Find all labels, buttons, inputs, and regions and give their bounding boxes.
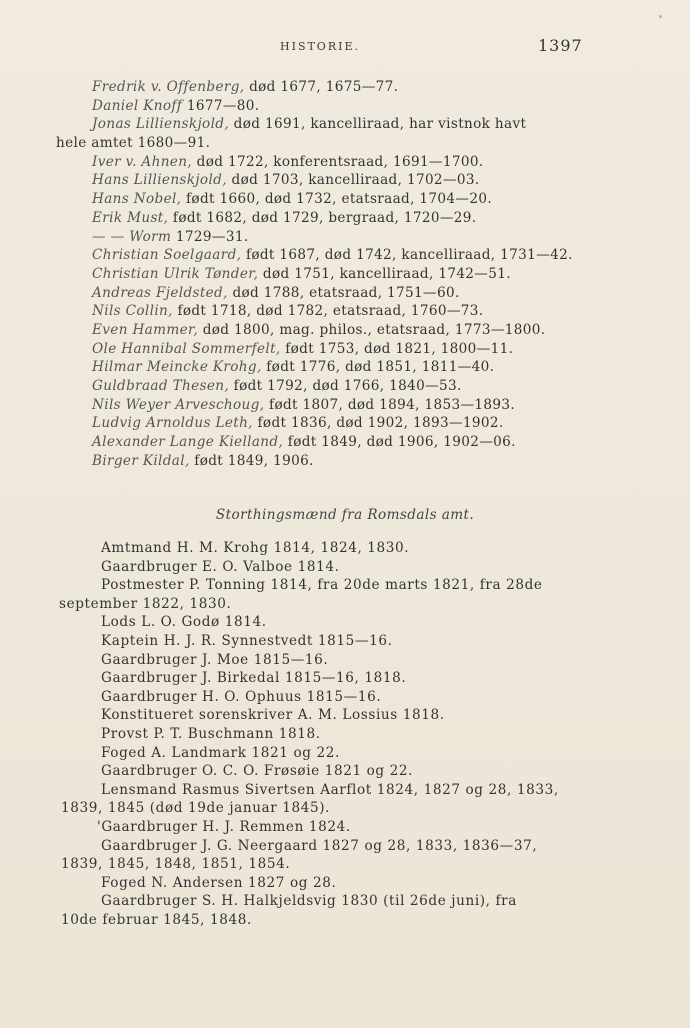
list-item: Hans Lillienskjold, død 1703, kancelliraad, 1702—03. bbox=[92, 172, 480, 189]
list-item: Iver v. Ahnen, død 1722, konferentsraad, 1691—1700. bbox=[92, 153, 484, 170]
list-item: Christian Soelgaard, født 1687, død 1742, kancelliraad, 1731—42. bbox=[92, 247, 573, 264]
list-item: Gaardbruger J. Birkedal 1815—16, 1818. bbox=[101, 670, 407, 687]
list-item: Fredrik v. Offenberg, død 1677, 1675—77. bbox=[92, 79, 399, 95]
list-item: Amtmand H. M. Krohg 1814, 1824, 1830. bbox=[101, 540, 410, 556]
section-heading: Storthingsmænd fra Romsdals amt. bbox=[215, 507, 475, 523]
list-item: Lensmand Rasmus Sivertsen Aarflot 1824, 1827 og 28, 1833, bbox=[101, 781, 559, 798]
list-item: Konstitueret sorenskriver A. M. Lossius 1818. bbox=[101, 707, 445, 724]
list-item: Gaardbruger H. O. Ophuus 1815—16. bbox=[101, 688, 382, 705]
list-item: Gaardbruger S. H. Halkjeldsvig 1830 (til 26de juni), fra bbox=[101, 893, 517, 910]
list-item: 'Gaardbruger H. J. Remmen 1824. bbox=[97, 818, 351, 835]
list-item-continuation: 1839, 1845 (død 19de januar 1845). bbox=[61, 800, 331, 817]
storthing-members-list bbox=[0, 539, 690, 929]
list-item: Guldbraad Thesen, født 1792, død 1766, 1840—53. bbox=[92, 378, 462, 394]
list-item: Hilmar Meincke Krohg, født 1776, død 1851, 1811—40. bbox=[92, 359, 495, 376]
list-item: Foged N. Andersen 1827 og 28. bbox=[101, 874, 337, 891]
list-item-continuation: hele amtet 1680—91. bbox=[56, 135, 211, 152]
list-item: Birger Kildal, født 1849, 1906. bbox=[92, 452, 314, 469]
list-item: Even Hammer, død 1800, mag. philos., etatsraad, 1773—1800. bbox=[92, 321, 546, 338]
running-title: HISTORIE. bbox=[280, 40, 360, 53]
paper-speck bbox=[659, 15, 662, 18]
list-item: Postmester P. Tonning 1814, fra 20de marts 1821, fra 28de bbox=[101, 577, 543, 594]
list-item: Daniel Knoff 1677—80. bbox=[92, 97, 260, 114]
list-item: Ole Hannibal Sommerfelt, født 1753, død 1821, 1800—11. bbox=[92, 340, 514, 357]
page-number: 1397 bbox=[538, 36, 583, 55]
list-item: — — Worm 1729—31. bbox=[92, 228, 249, 245]
list-item: Provst P. T. Buschmann 1818. bbox=[101, 725, 321, 742]
list-item: Gaardbruger E. O. Valboe 1814. bbox=[101, 558, 340, 575]
list-item: Gaardbruger O. C. O. Frøsøie 1821 og 22. bbox=[101, 763, 414, 780]
running-head bbox=[0, 36, 690, 56]
list-item: Nils Weyer Arveschoug, født 1807, død 1894, 1853—1893. bbox=[92, 396, 516, 413]
list-item: Hans Nobel, født 1660, død 1732, etatsraad, 1704—20. bbox=[92, 191, 493, 208]
list-item: Andreas Fjeldsted, død 1788, etatsraad, 1751—60. bbox=[92, 284, 460, 301]
list-item: Jonas Lillienskjold, død 1691, kancelliraad, har vistnok havt bbox=[92, 116, 527, 133]
list-item: Foged A. Landmark 1821 og 22. bbox=[101, 744, 340, 761]
list-item: Nils Collin, født 1718, død 1782, etatsraad, 1760—73. bbox=[92, 303, 484, 320]
list-item: Alexander Lange Kielland, født 1849, død 1906, 1902—06. bbox=[92, 434, 516, 451]
list-item: Kaptein H. J. R. Synnestvedt 1815—16. bbox=[101, 632, 393, 649]
list-item: Erik Must, født 1682, død 1729, bergraad, 1720—29. bbox=[92, 209, 477, 226]
list-item: Ludvig Arnoldus Leth, født 1836, død 1902, 1893—1902. bbox=[92, 415, 504, 432]
list-item-continuation: september 1822, 1830. bbox=[59, 595, 232, 612]
list-item-continuation: 10de februar 1845, 1848. bbox=[61, 911, 252, 928]
list-item-continuation: 1839, 1845, 1848, 1851, 1854. bbox=[61, 856, 291, 873]
list-item: Lods L. O. Godø 1814. bbox=[101, 614, 267, 631]
list-item: Gaardbruger J. G. Neergaard 1827 og 28, 1833, 1836—37, bbox=[101, 837, 538, 854]
list-item: Christian Ulrik Tønder, død 1751, kancelliraad, 1742—51. bbox=[92, 265, 511, 282]
official-list bbox=[0, 78, 690, 470]
list-item: Gaardbruger J. Moe 1815—16. bbox=[101, 651, 329, 668]
